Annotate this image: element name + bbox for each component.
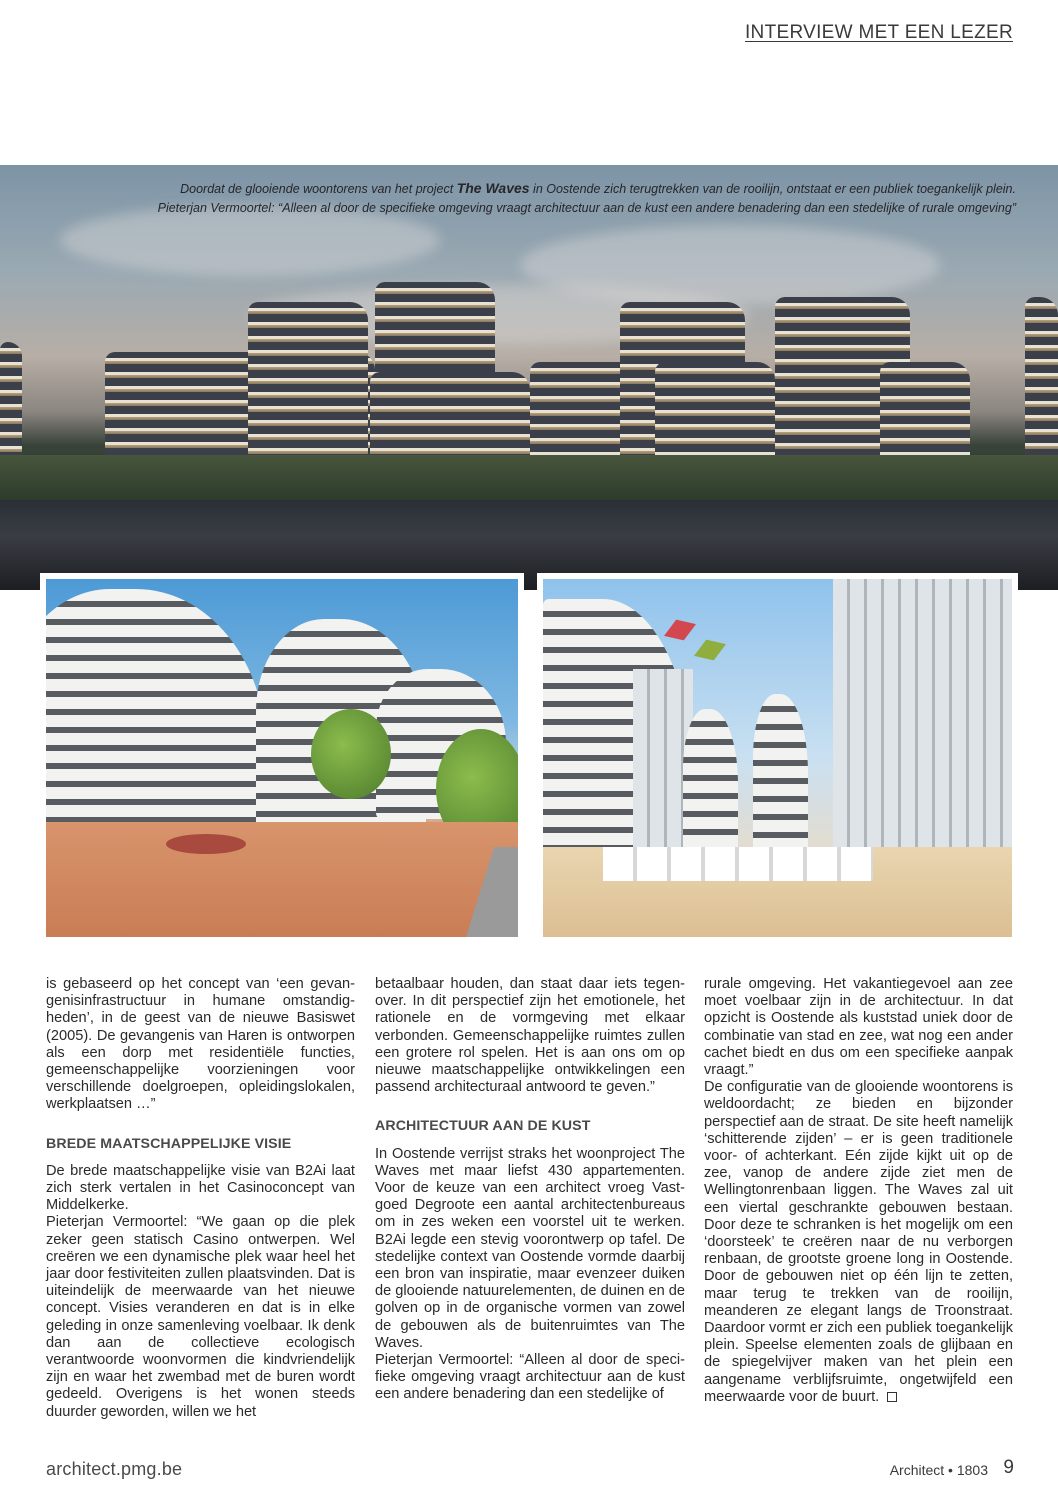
paragraph: De brede maatschappelijke visie van B2Ai laat zich sterk vertalen in het Casinoconcept van Middelkerke. <box>46 1162 355 1214</box>
paragraph: is gebaseerd op het concept van ‘een gevangenisinfrastructuur in humane omstandigheden’, in de geest van de nieuwe Basiswet (2005). De gevangenis van Haren is ontworpen als een dorp met residentiële functies, gemeenschappelijke voorzieningen voor verschillende doelgroepen, opleidingslokalen, werkplaatsen …” <box>46 976 355 1113</box>
paragraph: De configuratie van de glooiende woontorens is weldoordacht; ze bieden en bijzonder perspectief aan de straat. De site heeft namelijk ‘schitterende zijden’ – er is geen traditionele voor- of achterkant. Eén zijde kijkt uit op de zee, vanop de andere zijde ziet men de Wellingtonrenbaan liggen. The Waves zal uit een viertal geschrankte gebouwen bestaan. Door deze te schranken is het mogelijk om een ‘doorsteek’ te creëren naar de nu verborgen renbaan, de grootste groene long in Oostende. Door de gebouwen niet op één lijn te zetten, maar terug te trekken van de rooilijn, meanderen ze elegant langs de Troonstraat. Daardoor vormt er zich een publiek toegankelijk plein. Speelse elementen zoals de glijbaan en de spiegelvijver maken van het plein een aangename verblijfsruimte, ongetwijfeld een meerwaarde voor de buurt. <box>704 1079 1013 1405</box>
golf-lawn <box>0 455 1058 500</box>
paragraph: betaalbaar houden, dan staat daar iets tegenover. In dit perspectief zijn het emotionele, het rationele en de vormgeving met elkaar verbonden. Gemeenschappelijke ruimtes zullen een grotere rol spelen. Het is aan ons om op nieuwe maatschappelijke ontwikkelingen een passend architecturaal antwoord te geven.” <box>375 976 685 1096</box>
article-column-3 <box>704 976 1013 1406</box>
tower-building <box>0 342 22 472</box>
footer-url-link[interactable]: architect.pmg.be <box>46 1459 183 1479</box>
section-tag: INTERVIEW MET EEN LEZER <box>744 22 1013 43</box>
paragraph: Pieterjan Vermoortel: “Alleen al door de specifieke omgeving vraagt architectuur aan de kust een andere benadering dan een stedelijke of <box>375 1352 685 1403</box>
hero-photo <box>0 165 1058 590</box>
project-name: The Waves <box>456 180 530 196</box>
tower-building <box>248 302 368 472</box>
section-heading: ARCHITECTUUR AAN DE KUST <box>375 1118 591 1135</box>
plaza-rendering <box>40 573 524 943</box>
paragraph: rurale omgeving. Het vakantiegevoel aan zee moet voelbaar zijn in de architectuur. In dat opzicht is Oostende als kuststad uniek door de combinatie van stad en zee, wat nog een ander cachet biedt en dus om een specifieke aanpak vraagt.” <box>704 976 1013 1079</box>
paragraph: Pieterjan Vermoortel: “We gaan op die plek zeker geen statisch Casino ontwerpen. Wel creëren we een dynamische plek waar heel het jaar door festiviteiten zullen plaatsvinden. Dat is uiteindelijk de meerwaarde van het nieuwe concept. Visies veranderen en dat is in elke geleding in onze samenleving voelbaar. Ik denk dan aan de collectieve ecologisch verantwoorde woonvormen die kindvriendelijk zijn en waar het zwembad met de buren wordt gedeeld. Overigens is het wonen steeds duurder geworden, willen we het <box>46 1214 355 1420</box>
article-column-1 <box>46 976 355 1421</box>
tower-building <box>1025 297 1058 472</box>
paragraph: In Oostende verrijst straks het woonproject The Waves met maar liefst 430 appartementen. Voor de keuze van een architect vroeg Vastgoed Degroote een aantal architectenbureaus om in zes weken een voorstel uit te werken. B2Ai legde een stevig voorontwerp op tafel. De stedelijke context van Oostende vormde daarbij een bron van inspiratie, maar evenzeer duiken de glooiende natuurelementen, de duinen en de golven op in de organische vormen van zowel de gebouwen als de buitenruimtes van The Waves. <box>375 1145 685 1351</box>
street-rendering <box>537 573 1018 943</box>
publication-issue: Architect • 1803 <box>889 1462 988 1478</box>
hero-caption: Doordat de glooiende woontorens van het project The Waves in Oostende zich terugtrekken van de rooilijn, ontstaat er een publiek toegankelijk plein. Pieterjan Vermoortel: “Alleen al door de specifieke omgeving vraagt architectuur aan de kust een andere benadering dan een stedelijke of rurale omgeving” <box>157 180 1016 215</box>
article-column-2 <box>375 976 685 1404</box>
section-heading: BREDE MAATSCHAPPELIJKE VISIE <box>46 1135 292 1152</box>
page-number: 9 <box>1003 1457 1014 1478</box>
end-mark-icon <box>887 1392 897 1402</box>
